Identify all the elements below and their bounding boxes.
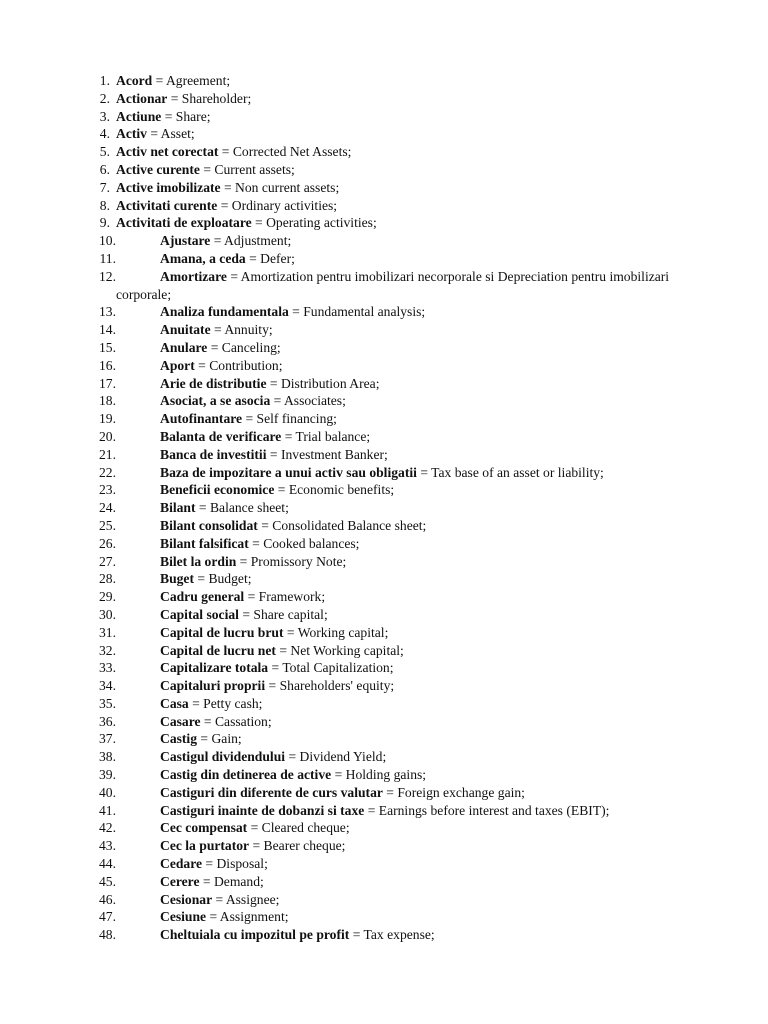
entry-term: Acord	[116, 73, 153, 88]
entry-term: Anuitate	[160, 322, 211, 338]
entry-definition: = Bearer cheque;	[249, 838, 346, 854]
entry-term: Ajustare	[160, 233, 211, 249]
entry-number: 5.	[99, 144, 110, 160]
entry-number: 16.	[99, 357, 116, 373]
entry-number: 29.	[99, 589, 116, 605]
entry-term: Cerere	[160, 873, 200, 889]
entry-term: Activ net corectat	[116, 144, 219, 160]
glossary-entry	[0, 588, 768, 606]
entry-text	[160, 873, 680, 891]
glossary-entry	[0, 553, 768, 571]
glossary-entry	[0, 481, 768, 499]
entry-text	[160, 232, 680, 250]
entry-term: Capital de lucru brut	[160, 624, 284, 640]
entry-definition: = Canceling;	[207, 339, 281, 355]
entry-definition: = Cooked balances;	[248, 535, 360, 551]
entry-definition: = Tax base of an asset or liability;	[416, 464, 604, 480]
entry-text	[160, 926, 680, 944]
entry-definition: = Gain;	[197, 731, 242, 747]
entry-term: Cec la purtator	[160, 838, 250, 854]
entry-definition: = Shareholders' equity;	[265, 678, 395, 694]
entry-definition: = Asset;	[146, 126, 195, 142]
entry-number: 25.	[99, 517, 116, 533]
entry-definition: = Non current assets;	[220, 179, 340, 195]
entry-text	[160, 855, 680, 873]
entry-definition: = Petty cash;	[188, 695, 263, 711]
glossary-entry	[0, 197, 768, 215]
glossary-entry	[0, 819, 768, 837]
entry-term: Capitaluri proprii	[160, 678, 266, 694]
entry-definition: = Shareholder;	[167, 90, 252, 106]
entry-text	[160, 410, 680, 428]
entry-number: 11.	[99, 250, 116, 266]
glossary-entry	[0, 535, 768, 553]
entry-definition: = Associates;	[270, 393, 346, 409]
entry-text	[160, 766, 680, 784]
entry-definition: = Promissory Note;	[236, 553, 347, 569]
entry-number: 12.	[99, 268, 116, 284]
entry-text	[116, 268, 676, 304]
glossary-entry	[0, 624, 768, 642]
entry-term: Capitalizare totala	[160, 660, 269, 676]
entry-definition: = Disposal;	[202, 856, 268, 872]
entry-number: 43.	[99, 838, 116, 854]
entry-definition: = Tax expense;	[349, 927, 435, 943]
entry-definition: = Assignment;	[206, 909, 289, 925]
entry-text	[160, 250, 680, 268]
entry-term: Amortizare	[160, 268, 227, 284]
glossary-entry	[0, 428, 768, 446]
glossary-entry	[0, 517, 768, 535]
entry-term: Cadru general	[160, 589, 245, 605]
glossary-entry	[0, 90, 768, 108]
glossary-entry	[0, 357, 768, 375]
glossary-entry	[0, 303, 768, 321]
entry-number: 39.	[99, 767, 116, 783]
entry-definition: = Defer;	[245, 250, 295, 266]
glossary-entry	[0, 179, 768, 197]
entry-definition: = Investment Banker;	[266, 446, 388, 462]
entry-definition: = Amortization pentru imobilizari necorporale si Depreciation pentru imobilizari corporale;	[116, 268, 670, 302]
entry-number: 14.	[99, 322, 116, 338]
entry-number: 37.	[99, 731, 116, 747]
entry-number: 28.	[99, 571, 116, 587]
entry-term: Aport	[160, 357, 195, 373]
entry-term: Beneficii economice	[160, 482, 275, 498]
entry-text	[160, 677, 680, 695]
entry-number: 10.	[99, 233, 116, 249]
entry-definition: = Adjustment;	[210, 233, 292, 249]
entry-term: Activitati de exploatare	[116, 215, 252, 231]
entry-number: 7.	[99, 179, 110, 195]
glossary-entry	[0, 268, 768, 304]
entry-definition: = Framework;	[244, 589, 326, 605]
entry-term: Cesiune	[160, 909, 207, 925]
entry-number: 4.	[99, 126, 110, 142]
entry-term: Bilant consolidat	[160, 517, 258, 533]
entry-definition: = Cleared cheque;	[247, 820, 350, 836]
entry-definition: = Balance sheet;	[195, 500, 289, 516]
entry-definition: = Cassation;	[200, 713, 272, 729]
entry-term: Buget	[160, 571, 194, 587]
entry-number: 42.	[99, 820, 116, 836]
entry-definition: = Total Capitalization;	[268, 660, 394, 676]
entry-definition: = Working capital;	[283, 624, 389, 640]
entry-number: 18.	[99, 393, 116, 409]
entry-definition: = Trial balance;	[281, 428, 371, 444]
entry-text	[160, 428, 680, 446]
entry-term: Bilet la ordin	[160, 553, 237, 569]
entry-definition: = Operating activities;	[251, 215, 377, 231]
entry-term: Castig	[160, 731, 198, 747]
entry-term: Castig din detinerea de active	[160, 767, 332, 783]
entry-text	[160, 784, 680, 802]
entry-term: Activitati curente	[116, 197, 218, 213]
entry-definition: = Holding gains;	[331, 767, 427, 783]
entry-term: Capital de lucru net	[160, 642, 276, 658]
entry-number: 47.	[99, 909, 116, 925]
entry-number: 36.	[99, 713, 116, 729]
entry-text	[160, 303, 680, 321]
entry-term: Asociat, a se asocia	[160, 393, 271, 409]
glossary-entry	[0, 802, 768, 820]
entry-number: 15.	[99, 339, 116, 355]
entry-number: 38.	[99, 749, 116, 765]
glossary-entry	[0, 873, 768, 891]
entry-number: 27.	[99, 553, 116, 569]
entry-term: Cedare	[160, 856, 203, 872]
entry-number: 45.	[99, 873, 116, 889]
entry-term: Castiguri din diferente de curs valutar	[160, 784, 383, 800]
glossary-entry	[0, 232, 768, 250]
entry-number: 30.	[99, 606, 116, 622]
entry-number: 13.	[99, 304, 116, 320]
entry-number: 2.	[99, 90, 110, 106]
entry-definition: = Share;	[161, 108, 211, 124]
glossary-entry	[0, 108, 768, 126]
entry-definition: = Ordinary activities;	[217, 197, 338, 213]
entry-definition: = Self financing;	[242, 411, 337, 427]
entry-term: Arie de distributie	[160, 375, 267, 391]
entry-definition: = Economic benefits;	[274, 482, 395, 498]
entry-term: Anulare	[160, 339, 208, 355]
entry-number: 40.	[99, 784, 116, 800]
entry-term: Bilant	[160, 500, 196, 516]
glossary-entry	[0, 72, 768, 90]
entry-text	[160, 713, 680, 731]
entry-term: Balanta de verificare	[160, 428, 282, 444]
entry-term: Cec compensat	[160, 820, 248, 836]
entry-text	[160, 517, 680, 535]
entry-text	[160, 570, 680, 588]
entry-text	[116, 197, 676, 215]
entry-number: 46.	[99, 891, 116, 907]
entry-text	[160, 908, 680, 926]
glossary-list	[0, 72, 768, 944]
entry-term: Casa	[160, 695, 189, 711]
entry-text	[160, 819, 680, 837]
entry-text	[160, 624, 680, 642]
glossary-entry	[0, 837, 768, 855]
entry-number: 6.	[99, 161, 110, 177]
entry-text	[116, 90, 676, 108]
entry-number: 22.	[99, 464, 116, 480]
entry-term: Castigul dividendului	[160, 749, 286, 765]
glossary-entry	[0, 499, 768, 517]
entry-definition: = Distribution Area;	[266, 375, 380, 391]
glossary-entry	[0, 642, 768, 660]
glossary-entry	[0, 214, 768, 232]
entry-term: Analiza fundamentala	[160, 304, 289, 320]
entry-term: Bilant falsificat	[160, 535, 249, 551]
entry-text	[160, 891, 680, 909]
glossary-entry	[0, 784, 768, 802]
entry-term: Amana, a ceda	[160, 250, 246, 266]
entry-number: 31.	[99, 624, 116, 640]
entry-text	[116, 143, 676, 161]
entry-text	[116, 161, 676, 179]
entry-number: 20.	[99, 428, 116, 444]
entry-number: 24.	[99, 500, 116, 516]
entry-text	[160, 748, 680, 766]
entry-text	[160, 659, 680, 677]
entry-term: Casare	[160, 713, 201, 729]
entry-number: 19.	[99, 411, 116, 427]
entry-definition: = Assignee;	[212, 891, 280, 907]
entry-text	[160, 695, 680, 713]
entry-text	[160, 392, 680, 410]
entry-term: Active imobilizate	[116, 179, 221, 195]
glossary-entry	[0, 606, 768, 624]
entry-text	[160, 642, 680, 660]
glossary-entry	[0, 677, 768, 695]
entry-term: Actionar	[116, 90, 168, 106]
entry-text	[160, 837, 680, 855]
entry-number: 26.	[99, 535, 116, 551]
entry-definition: = Budget;	[193, 571, 252, 587]
entry-term: Activ	[116, 126, 147, 142]
entry-text	[160, 481, 680, 499]
entry-number: 33.	[99, 660, 116, 676]
glossary-entry	[0, 339, 768, 357]
glossary-entry	[0, 766, 768, 784]
entry-term: Baza de impozitare a unui activ sau obligatii	[160, 464, 417, 480]
glossary-entry	[0, 161, 768, 179]
glossary-entry	[0, 926, 768, 944]
glossary-entry	[0, 855, 768, 873]
glossary-entry	[0, 695, 768, 713]
entry-text	[160, 375, 680, 393]
entry-text	[160, 446, 680, 464]
entry-definition: = Corrected Net Assets;	[218, 144, 352, 160]
entry-text	[160, 730, 680, 748]
entry-definition: = Agreement;	[152, 73, 231, 88]
entry-number: 9.	[99, 215, 110, 231]
entry-definition: = Share capital;	[238, 606, 328, 622]
glossary-entry	[0, 446, 768, 464]
glossary-entry	[0, 730, 768, 748]
entry-definition: = Net Working capital;	[275, 642, 404, 658]
glossary-entry	[0, 321, 768, 339]
glossary-entry	[0, 748, 768, 766]
entry-text	[116, 108, 676, 126]
entry-number: 41.	[99, 802, 116, 818]
entry-definition: = Contribution;	[194, 357, 283, 373]
glossary-entry	[0, 250, 768, 268]
entry-definition: = Earnings before interest and taxes (EBIT);	[364, 802, 610, 818]
glossary-entry	[0, 375, 768, 393]
entry-text	[160, 464, 680, 482]
entry-text	[160, 553, 680, 571]
entry-term: Capital social	[160, 606, 239, 622]
entry-text	[160, 357, 680, 375]
entry-definition: = Annuity;	[210, 322, 273, 338]
entry-text	[160, 499, 680, 517]
entry-text	[160, 339, 680, 357]
entry-definition: = Consolidated Balance sheet;	[257, 517, 427, 533]
entry-number: 1.	[99, 73, 110, 88]
entry-definition: = Foreign exchange gain;	[382, 784, 525, 800]
entry-term: Actiune	[116, 108, 162, 124]
entry-text	[160, 321, 680, 339]
entry-text	[160, 802, 680, 820]
entry-number: 35.	[99, 695, 116, 711]
entry-text	[116, 72, 676, 90]
glossary-entry	[0, 908, 768, 926]
entry-number: 32.	[99, 642, 116, 658]
glossary-entry	[0, 143, 768, 161]
entry-number: 21.	[99, 446, 116, 462]
entry-number: 44.	[99, 856, 116, 872]
entry-text	[116, 125, 676, 143]
glossary-entry	[0, 464, 768, 482]
entry-number: 8.	[99, 197, 110, 213]
entry-number: 34.	[99, 678, 116, 694]
entry-term: Cheltuiala cu impozitul pe profit	[160, 927, 350, 943]
entry-definition: = Current assets;	[199, 161, 295, 177]
entry-definition: = Fundamental analysis;	[288, 304, 426, 320]
glossary-entry	[0, 125, 768, 143]
entry-text	[116, 179, 676, 197]
entry-text	[160, 606, 680, 624]
glossary-entry	[0, 659, 768, 677]
entry-definition: = Demand;	[199, 873, 264, 889]
entry-number: 3.	[99, 108, 110, 124]
glossary-entry	[0, 392, 768, 410]
entry-text	[116, 214, 676, 232]
glossary-entry	[0, 410, 768, 428]
glossary-entry	[0, 891, 768, 909]
glossary-entry	[0, 570, 768, 588]
glossary-entry	[0, 713, 768, 731]
entry-number: 48.	[99, 927, 116, 943]
entry-number: 17.	[99, 375, 116, 391]
entry-number: 23.	[99, 482, 116, 498]
entry-term: Cesionar	[160, 891, 213, 907]
entry-term: Castiguri inainte de dobanzi si taxe	[160, 802, 365, 818]
entry-term: Autofinantare	[160, 411, 243, 427]
entry-term: Active curente	[116, 161, 200, 177]
entry-text	[160, 588, 680, 606]
entry-term: Banca de investitii	[160, 446, 267, 462]
entry-text	[160, 535, 680, 553]
entry-definition: = Dividend Yield;	[285, 749, 387, 765]
